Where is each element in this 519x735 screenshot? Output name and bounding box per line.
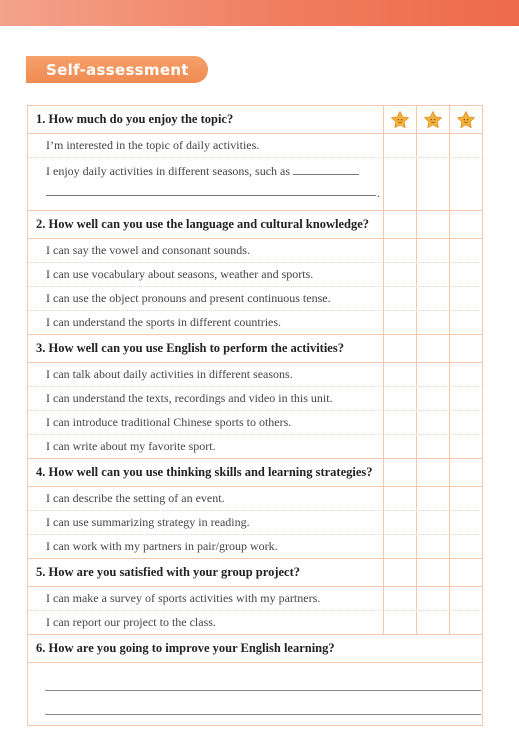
rating-cell[interactable] bbox=[450, 611, 482, 634]
rating-cell[interactable] bbox=[384, 158, 417, 210]
question-text: 3. How well can you use English to perform the activities? bbox=[28, 335, 384, 362]
statement-row bbox=[28, 239, 482, 263]
star-icon bbox=[384, 106, 417, 133]
question-row bbox=[28, 106, 482, 134]
statement-text: I can use the object pronouns and present continuous tense. bbox=[28, 287, 384, 310]
rating-cell[interactable] bbox=[384, 239, 417, 262]
rating-cell[interactable] bbox=[417, 287, 450, 310]
statement-text: I can work with my partners in pair/group work. bbox=[28, 535, 384, 558]
rating-cell bbox=[384, 211, 417, 238]
fill-in-blank[interactable] bbox=[293, 164, 359, 175]
question-text: 2. How well can you use the language and cultural knowledge? bbox=[28, 211, 384, 238]
question-row bbox=[28, 559, 482, 587]
rating-cell bbox=[417, 559, 450, 586]
statement-text: I can use vocabulary about seasons, weather and sports. bbox=[28, 263, 384, 286]
rating-cell[interactable] bbox=[384, 487, 417, 510]
question-row bbox=[28, 211, 482, 239]
statement-row bbox=[28, 487, 482, 511]
rating-cell[interactable] bbox=[450, 387, 482, 410]
self-assessment-table bbox=[27, 105, 483, 726]
rating-cell[interactable] bbox=[417, 134, 450, 157]
star-icon bbox=[417, 106, 450, 133]
fill-in-blank-line[interactable] bbox=[46, 185, 376, 196]
statement-row bbox=[28, 411, 482, 435]
statement-text: I can talk about daily activities in different seasons. bbox=[28, 363, 384, 386]
statement-text: I can say the vowel and consonant sounds. bbox=[28, 239, 384, 262]
statement-row bbox=[28, 287, 482, 311]
rating-cell[interactable] bbox=[384, 587, 417, 610]
question-row bbox=[28, 635, 482, 663]
rating-cell[interactable] bbox=[450, 287, 482, 310]
rating-cell[interactable] bbox=[417, 511, 450, 534]
rating-cell[interactable] bbox=[450, 435, 482, 458]
rating-cell[interactable] bbox=[450, 511, 482, 534]
statement-row bbox=[28, 311, 482, 335]
rating-cell[interactable] bbox=[384, 311, 417, 334]
statement-text: I can understand the sports in different countries. bbox=[28, 311, 384, 334]
section-title-label: Self-assessment bbox=[46, 60, 189, 79]
statement-text: I enjoy daily activities in different seasons, such as bbox=[46, 164, 291, 178]
statement-text: I can use summarizing strategy in reading. bbox=[28, 511, 384, 534]
statement-row bbox=[28, 535, 482, 559]
rating-cell[interactable] bbox=[450, 158, 482, 210]
rating-cell bbox=[417, 211, 450, 238]
answer-line[interactable] bbox=[45, 690, 481, 691]
rating-cell bbox=[417, 335, 450, 362]
free-answer-area[interactable] bbox=[28, 663, 482, 725]
rating-cell[interactable] bbox=[450, 487, 482, 510]
rating-cell bbox=[450, 459, 482, 486]
rating-cell bbox=[384, 559, 417, 586]
rating-cell[interactable] bbox=[450, 134, 482, 157]
statement-text: I can make a survey of sports activities with my partners. bbox=[28, 587, 384, 610]
rating-cell bbox=[450, 335, 482, 362]
section-title bbox=[26, 56, 208, 83]
rating-cell bbox=[384, 335, 417, 362]
rating-cell[interactable] bbox=[417, 611, 450, 634]
statement-row bbox=[28, 158, 482, 211]
rating-cell[interactable] bbox=[417, 487, 450, 510]
question-text: 4. How well can you use thinking skills and learning strategies? bbox=[28, 459, 384, 486]
statement-row bbox=[28, 587, 482, 611]
rating-cell[interactable] bbox=[384, 387, 417, 410]
rating-cell[interactable] bbox=[384, 511, 417, 534]
rating-cell[interactable] bbox=[417, 535, 450, 558]
statement-text: I’m interested in the topic of daily activities. bbox=[28, 134, 384, 157]
statement-row bbox=[28, 363, 482, 387]
rating-cell[interactable] bbox=[384, 435, 417, 458]
statement-text: I can write about my favorite sport. bbox=[28, 435, 384, 458]
question-text: 5. How are you satisfied with your group project? bbox=[28, 559, 384, 586]
rating-cell[interactable] bbox=[417, 263, 450, 286]
rating-cell[interactable] bbox=[417, 239, 450, 262]
rating-cell[interactable] bbox=[417, 387, 450, 410]
statement-row bbox=[28, 263, 482, 287]
rating-cell[interactable] bbox=[417, 158, 450, 210]
rating-cell[interactable] bbox=[384, 535, 417, 558]
rating-cell[interactable] bbox=[417, 587, 450, 610]
rating-cell[interactable] bbox=[450, 239, 482, 262]
rating-cell[interactable] bbox=[384, 134, 417, 157]
rating-cell[interactable] bbox=[384, 263, 417, 286]
rating-cell bbox=[450, 559, 482, 586]
rating-cell[interactable] bbox=[417, 411, 450, 434]
rating-cell[interactable] bbox=[450, 411, 482, 434]
statement-row bbox=[28, 611, 482, 635]
rating-cell bbox=[417, 459, 450, 486]
rating-cell[interactable] bbox=[450, 263, 482, 286]
statement-row bbox=[28, 387, 482, 411]
top-decorative-band bbox=[0, 0, 519, 26]
statement-text: I can describe the setting of an event. bbox=[28, 487, 384, 510]
statement-row bbox=[28, 435, 482, 459]
rating-cell[interactable] bbox=[384, 363, 417, 386]
rating-cell[interactable] bbox=[450, 587, 482, 610]
statement-text: I can understand the texts, recordings and video in this unit. bbox=[28, 387, 384, 410]
rating-cell[interactable] bbox=[384, 411, 417, 434]
question-text: 1. How much do you enjoy the topic? bbox=[28, 106, 384, 133]
star-icon bbox=[450, 106, 482, 133]
rating-cell bbox=[450, 211, 482, 238]
rating-cell[interactable] bbox=[417, 363, 450, 386]
statement-row bbox=[28, 134, 482, 158]
question-row bbox=[28, 335, 482, 363]
question-row bbox=[28, 459, 482, 487]
answer-line[interactable] bbox=[45, 714, 481, 715]
rating-cell[interactable] bbox=[384, 611, 417, 634]
rating-cell[interactable] bbox=[384, 287, 417, 310]
rating-cell[interactable] bbox=[450, 363, 482, 386]
rating-cell[interactable] bbox=[417, 435, 450, 458]
statement-with-blank bbox=[28, 158, 384, 210]
rating-cell[interactable] bbox=[450, 311, 482, 334]
statement-text: I can report our project to the class. bbox=[28, 611, 384, 634]
question-text: 6. How are you going to improve your English learning? bbox=[36, 641, 335, 655]
statement-text: I can introduce traditional Chinese sports to others. bbox=[28, 411, 384, 434]
statement-row bbox=[28, 511, 482, 535]
rating-cell bbox=[384, 459, 417, 486]
rating-cell[interactable] bbox=[417, 311, 450, 334]
rating-cell[interactable] bbox=[450, 535, 482, 558]
